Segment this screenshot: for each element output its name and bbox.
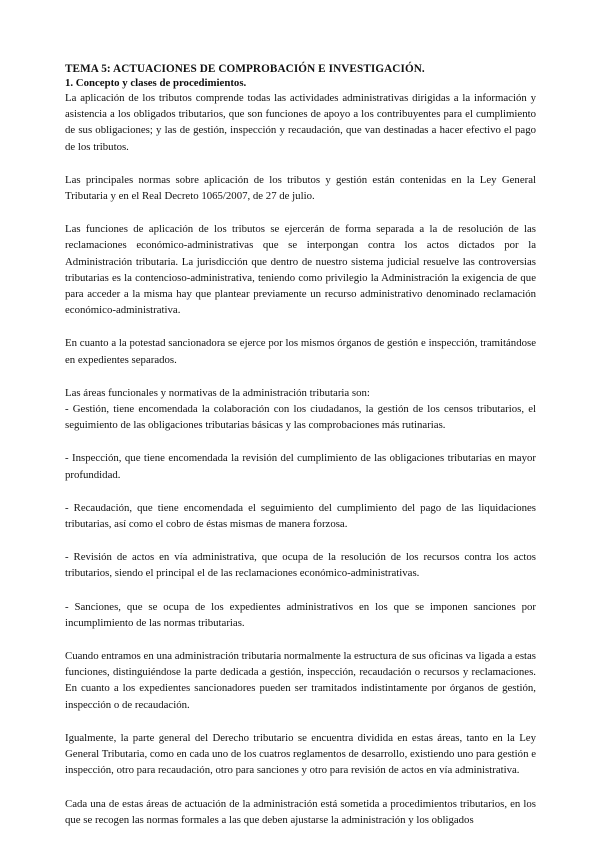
paragraph: Las funciones de aplicación de los tributos se ejercerán de forma separada a la de resolución de las reclamaciones económico-administrativas que se interpongan contra los actos dictados por la Administración tributaria. La jurisdicción que dentro de nuestro sistema judicial resuelve las controversias tributarias es la contencioso-administrativa, teniendo como privilegio la Administración la exigencia de que para acceder a la misma hay que plantear previamente un recurso administrativo denominado reclamación económico-administrativa.	[65, 223, 536, 317]
area-item-recaudacion: - Recaudación, que tiene encomendada el seguimiento del cumplimiento del pago de las liquidaciones tributarias, así como el cobro de éstas mismas de manera forzosa.	[65, 501, 536, 531]
area-item-sanciones: - Sanciones, que se ocupa de los expedientes administrativos en los que se imponen sanciones por incumplimiento de las normas tributarias.	[65, 600, 536, 629]
section-subtitle: 1. Concepto y clases de procedimientos.	[65, 77, 247, 89]
area-item-revision: - Revisión de actos en vía administrativa, que ocupa de la resolución de los recursos contra los actos tributarios, siendo el principal el de las reclamaciones económico-administrativas.	[65, 551, 536, 580]
paragraph: Igualmente, la parte general del Derecho tributario se encuentra dividida en estas áreas, tanto en la Ley General Tributaria, como en cada uno de los cuatros reglamentos de desarrollo, existiendo uno para gestión e inspección, otro para recaudación, otro para sanciones y otro para revisión de actos en vía administrativa.	[65, 731, 536, 777]
area-item-inspeccion: - Inspección, que tiene encomendada la revisión del cumplimiento de las obligaciones tributarias en mayor profundidad.	[65, 452, 536, 481]
paragraph: Cuando entramos en una administración tributaria normalmente la estructura de sus oficinas va ligada a estas funciones, distinguiéndose la parte dedicada a gestión, inspección, recaudación o recursos y reclamaciones. En cuanto a los expedientes sancionadores pueden ser tramitados indistintamente por órganos de gestión, inspección o de recaudación.	[65, 650, 537, 711]
paragraph: La aplicación de los tributos comprende todas las actividades administrativas dirigidas a la información y asistencia a los obligados tributarios, que son funciones de apoyo a los contribuyentes para el cumplimiento de sus obligaciones; y las de gestión, inspección y recaudación, que van destinadas a hacer efectivo el pago de los tributos.	[65, 92, 536, 153]
paragraph: En cuanto a la potestad sancionadora se ejerce por los mismos órganos de gestión e inspección, tramitándose en expedientes separados.	[65, 337, 536, 366]
area-item-gestion: - Gestión, tiene encomendada la colaboración con los ciudadanos, la gestión de los censos tributarios, el seguimiento de las obligaciones tributarias básicas y las comprobaciones más rutinarias.	[65, 403, 536, 432]
paragraph: Las principales normas sobre aplicación de los tributos y gestión están contenidas en la Ley General Tributaria y en el Real Decreto 1065/2007, de 27 de julio.	[65, 173, 536, 203]
areas-intro: Las áreas funcionales y normativas de la administración tributaria son:	[65, 386, 370, 399]
paragraph: Cada una de estas áreas de actuación de la administración está sometida a procedimientos tributarios, en los que se recogen las normas formales a las que deben ajustarse la administración y los obligados	[65, 797, 536, 826]
document-title: TEMA 5: ACTUACIONES DE COMPROBACIÓN E INVESTIGACIÓN.	[65, 63, 425, 75]
